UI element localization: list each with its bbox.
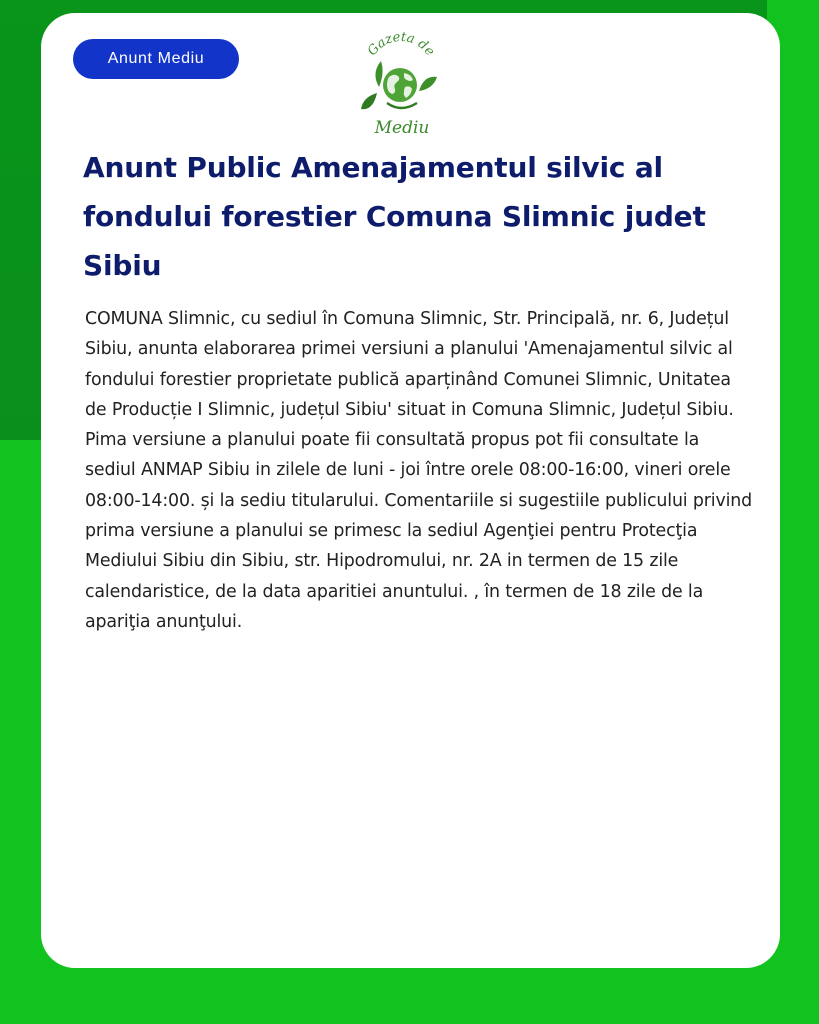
announcement-card (41, 13, 780, 968)
leaf-right-icon (419, 77, 437, 91)
logo-top-text: Gazeta de (364, 29, 438, 59)
gazeta-de-mediu-logo[interactable] (359, 27, 443, 141)
article-title: Anunt Public Amenajamentul silvic al fondului forestier Comuna Slimnic judet Sibiu (83, 151, 706, 282)
category-badge[interactable] (73, 39, 239, 79)
article-body: COMUNA Slimnic, cu sediul în Comuna Slimnic, Str. Principală, nr. 6, Județul Sibiu, anunta elaborarea primei versiuni a planului 'Amenajamentul silvic al fondului forestier proprietate publică aparținând Comunei Slimnic, Unitatea de Producție I Slimnic, județul Sibiu' situat in Comuna Slimnic, Județul Sibiu. Pima versiune a planului poate fii consultată propus pot fii consultate la sediul ANMAP Sibiu in zilele de luni - joi între orele 08:00-16:00, vineri orele 08:00-14:00. și la sediu titularului. Comentariile si sugestiile publicului privind prima versiune a planului se primesc la sediul Agenţiei pentru Protecţia Mediului Sibiu din Sibiu, str. Hipodromului, nr. 2A in termen de 15 zile calendaristice, de la data aparitiei anuntului. , în termen de 18 zile de la apariţia anunţului. (85, 309, 753, 632)
leaf-left-icon (375, 61, 382, 87)
category-badge-label: Anunt Mediu (107, 50, 205, 67)
logo-bottom-text: Mediu (374, 118, 430, 138)
logo-graphic (359, 27, 443, 141)
